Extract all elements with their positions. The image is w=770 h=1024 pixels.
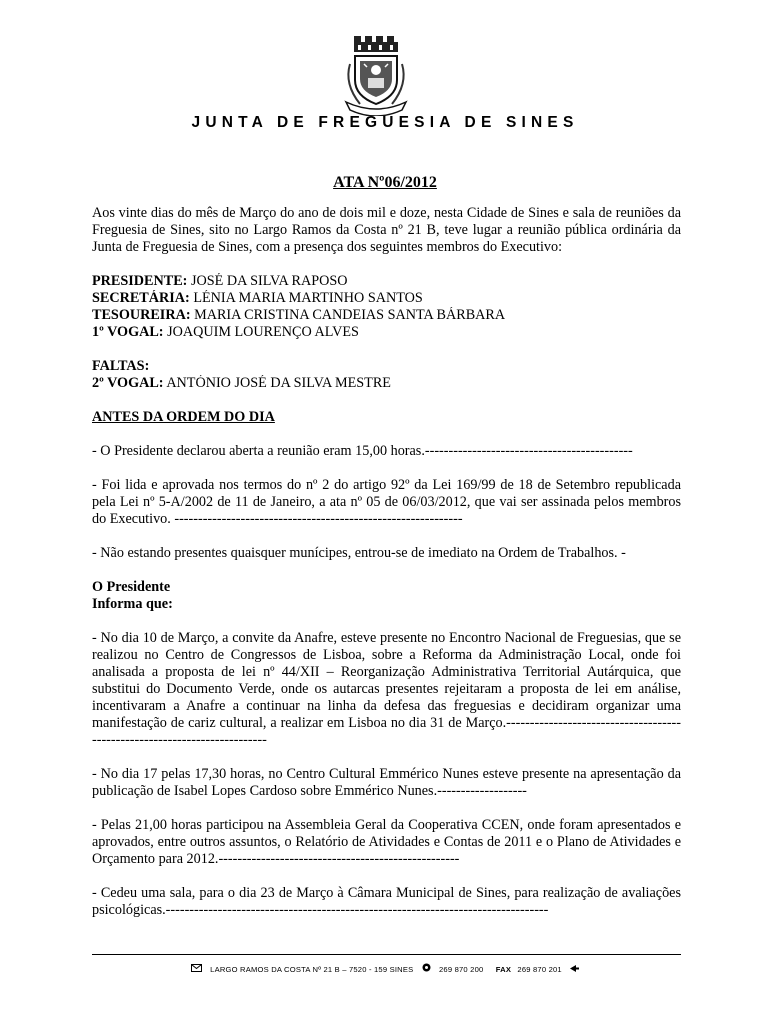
- member-first-vogal: 1º VOGAL: JOAQUIM LOURENÇO ALVES: [92, 324, 359, 340]
- document-body: [92, 205, 681, 919]
- footer-address: LARGO RAMOS DA COSTA Nº 21 B – 7520 - 159 SINES: [210, 964, 414, 974]
- envelope-icon: [191, 961, 202, 978]
- member-second-vogal-absent: 2º VOGAL: ANTÓNIO JOSÉ DA SILVA MESTRE: [92, 375, 391, 391]
- agenda-item-opening: - O Presidente declarou aberta a reunião eram 15,00 horas.--------------------------------------------: [92, 443, 633, 459]
- member-secretary: SECRETÁRIA: LÉNIA MARIA MARTINHO SANTOS: [92, 290, 423, 306]
- footer-fax-label: FAX: [495, 964, 512, 974]
- info-item-anafre: - No dia 10 de Março, a convite da Anafre, esteve presente no Encontro Nacional de Freguesias, que se realizou no Centro de Congressos de Lisboa, sobre a Reforma da Administração Local, onde foi analisada a proposta de lei nº 44/XII – Reorganização Administrativa Territorial Autárquica, que substitui do Documento Verde, onde os autarcas presentes rejeitaram a proposta de lei em análise, incentivaram a Anafre a continuar na linha da defesa das freguesias e decidiram organizar uma manifestação de cariz cultural, a realizar em Lisboa no dia 31 de Março.--------------------------------------------------------------------------: [92, 630, 681, 748]
- section-informs-title: Informa que:: [92, 596, 173, 612]
- section-president-title: O Presidente: [92, 579, 171, 595]
- info-item-ccen: - Pelas 21,00 horas participou na Assembleia Geral da Cooperativa CCEN, onde foram apresentados e aprovados, entre outros assuntos, o Relatório de Atividades e Contas de 2011 e o Plano de Atividades e Orçamento para 2012.---------------------------------------------------: [92, 817, 681, 867]
- footer-phone: 269 870 200: [438, 964, 484, 974]
- phone-icon: [422, 961, 431, 978]
- footer-divider: [92, 954, 681, 955]
- member-treasurer: TESOUREIRA: MARIA CRISTINA CANDEIAS SANTA BÁRBARA: [92, 307, 506, 323]
- member-president: PRESIDENTE: JOSÉ DA SILVA RAPOSO: [92, 273, 348, 289]
- info-item-emmerico: - No dia 17 pelas 17,30 horas, no Centro Cultural Emmérico Nunes esteve presente na apresentação da publicação de Isabel Lopes Cardoso sobre Emmérico Nunes.-------------------: [92, 766, 681, 799]
- arrow-left-icon: [570, 961, 579, 978]
- coat-of-arms-icon: [338, 34, 414, 116]
- section-before-agenda-title: ANTES DA ORDEM DO DIA: [92, 409, 275, 425]
- intro-paragraph: Aos vinte dias do mês de Março do ano de dois mil e doze, nesta Cidade de Sines e sala de reuniões da Freguesia de Sines, sito no Largo Ramos da Costa nº 21 B, teve lugar a reunião pública ordinária da Junta de Freguesia de Sines, com a presença dos seguintes membros do Executivo:: [92, 205, 681, 255]
- organization-title: JUNTA DE FREGUESIA DE SINES: [191, 114, 579, 131]
- document-title: ATA Nº06/2012: [333, 174, 437, 191]
- agenda-item-minutes-approval: - Foi lida e aprovada nos termos do nº 2 do artigo 92º da Lei 169/99 de 18 de Setembro republicada pela Lei nº 5-A/2002 de 11 de Janeiro, a ata nº 05 de 06/03/2012, que vai ser assinada pelos membros do Executivo. -------------------------------------------------------------: [92, 477, 681, 527]
- absences-label: FALTAS:: [92, 358, 150, 374]
- info-item-room: - Cedeu uma sala, para o dia 23 de Março à Câmara Municipal de Sines, para realização de avaliações psicológicas.---------------------------------------------------------------------------------: [92, 885, 681, 918]
- agenda-item-no-citizens: - Não estando presentes quaisquer munícipes, entrou-se de imediato na Ordem de Trabalhos. -: [92, 545, 626, 561]
- footer-fax: 269 870 201: [517, 964, 562, 974]
- footer: [0, 960, 770, 978]
